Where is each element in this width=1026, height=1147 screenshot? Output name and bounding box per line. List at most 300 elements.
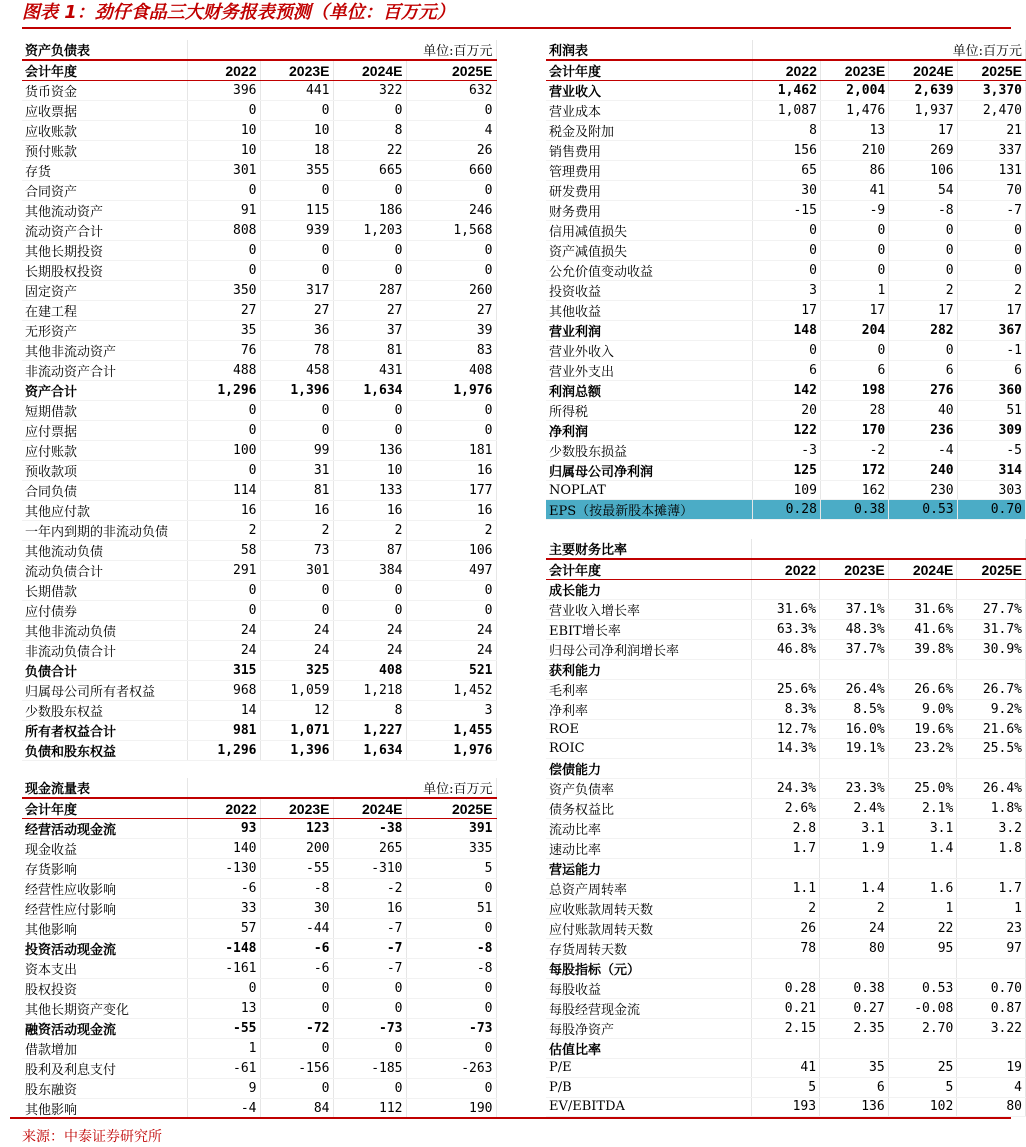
cell-value: 8.5% bbox=[820, 700, 889, 720]
cell-value: 0 bbox=[820, 221, 888, 241]
cell-value: 27 bbox=[187, 301, 260, 321]
cell-value: 8 bbox=[333, 701, 406, 721]
cell-value: 4 bbox=[957, 1078, 1026, 1097]
cell-value: 0 bbox=[260, 261, 333, 281]
cell-value: 10 bbox=[187, 121, 260, 141]
row-label: 资产减值损失 bbox=[546, 241, 752, 261]
table-row bbox=[546, 321, 1026, 341]
cell-value: 0 bbox=[957, 261, 1025, 281]
cell-value: 3.1 bbox=[820, 818, 889, 838]
row-label: 融资活动现金流 bbox=[22, 1019, 187, 1039]
table-row bbox=[546, 81, 1026, 101]
cell-value: 6 bbox=[957, 361, 1025, 381]
table-row bbox=[546, 700, 1026, 720]
row-label: 现金收益 bbox=[22, 839, 187, 859]
cell-value: 488 bbox=[187, 361, 260, 381]
cashflow-header-row bbox=[22, 798, 496, 819]
row-label: 预收款项 bbox=[22, 461, 187, 481]
cell-value: 106 bbox=[889, 161, 957, 181]
table-row bbox=[546, 798, 1026, 818]
cell-value: 2.15 bbox=[751, 1018, 819, 1038]
cell-value: 0 bbox=[260, 181, 333, 201]
cell-value: -7 bbox=[333, 919, 406, 939]
row-label: 存货周转天数 bbox=[546, 938, 751, 958]
cell-value: 301 bbox=[187, 161, 260, 181]
cell-value: 27 bbox=[333, 301, 406, 321]
row-label: 其他流动资产 bbox=[22, 201, 187, 221]
cell-value: 1,227 bbox=[333, 721, 406, 741]
cell-value: 5 bbox=[751, 1078, 819, 1097]
cell-value: 355 bbox=[260, 161, 333, 181]
table-row bbox=[22, 819, 496, 839]
cell-value: 23.2% bbox=[888, 739, 957, 758]
table-row bbox=[546, 421, 1026, 441]
table-row bbox=[546, 500, 1026, 520]
cell-value: 0 bbox=[187, 261, 260, 281]
row-label: 应收账款周转天数 bbox=[546, 898, 751, 918]
cell-value: 81 bbox=[333, 341, 406, 361]
category-row bbox=[546, 1038, 1026, 1058]
category-row bbox=[546, 660, 1026, 680]
cell-value: 0 bbox=[260, 1039, 333, 1059]
cell-value: 162 bbox=[820, 481, 888, 500]
cell-value: 632 bbox=[406, 81, 496, 101]
cell-empty bbox=[888, 660, 957, 680]
cell-value: 39.8% bbox=[888, 640, 957, 660]
cell-value: -7 bbox=[333, 959, 406, 979]
cell-value: -38 bbox=[333, 819, 406, 839]
cell-value: 12.7% bbox=[751, 720, 819, 739]
cell-value: -6 bbox=[260, 939, 333, 959]
cell-value: 246 bbox=[406, 201, 496, 221]
row-label: 营业外收入 bbox=[546, 341, 752, 361]
row-label: 营业成本 bbox=[546, 101, 752, 121]
row-label: 公允价值变动收益 bbox=[546, 261, 752, 281]
row-label: 经营性应收影响 bbox=[22, 879, 187, 899]
table-row bbox=[22, 261, 496, 281]
header-year: 2024E bbox=[333, 798, 406, 819]
cell-value: 2 bbox=[889, 281, 957, 301]
cell-value: 0.28 bbox=[752, 500, 820, 520]
cell-value: 1,059 bbox=[260, 681, 333, 701]
cell-value: 24 bbox=[187, 641, 260, 661]
cell-value: 1.6 bbox=[888, 878, 957, 898]
cell-value: -72 bbox=[260, 1019, 333, 1039]
cell-value: 136 bbox=[333, 441, 406, 461]
cell-value: 95 bbox=[888, 938, 957, 958]
cell-value: 1.4 bbox=[820, 878, 889, 898]
cell-value: 1 bbox=[820, 281, 888, 301]
table-row bbox=[22, 1059, 496, 1079]
cell-value: 303 bbox=[957, 481, 1025, 500]
row-label: 合同负债 bbox=[22, 481, 187, 501]
row-label: 速动比率 bbox=[546, 838, 751, 858]
cell-value: 8 bbox=[333, 121, 406, 141]
cell-value: 0 bbox=[187, 241, 260, 261]
table-row bbox=[22, 701, 496, 721]
cell-value: -1 bbox=[957, 341, 1025, 361]
cell-value: 0 bbox=[187, 421, 260, 441]
cell-value: 287 bbox=[333, 281, 406, 301]
cell-value: 0 bbox=[333, 101, 406, 121]
cell-value: 18 bbox=[260, 141, 333, 161]
cell-empty bbox=[957, 660, 1026, 680]
header-label: 会计年度 bbox=[546, 60, 752, 81]
table-row bbox=[22, 661, 496, 681]
row-label: 归属母公司净利润 bbox=[546, 461, 752, 481]
cell-value: 3,370 bbox=[957, 81, 1025, 101]
cell-value: 30 bbox=[260, 899, 333, 919]
row-label: 其他长期资产变化 bbox=[22, 999, 187, 1019]
cell-value: 148 bbox=[752, 321, 820, 341]
cell-value: 181 bbox=[406, 441, 496, 461]
cell-value: 2 bbox=[751, 898, 819, 918]
row-label: 其他收益 bbox=[546, 301, 752, 321]
table-row bbox=[22, 959, 496, 979]
cell-value: 19.6% bbox=[888, 720, 957, 739]
table-row bbox=[22, 241, 496, 261]
cell-value: 31 bbox=[260, 461, 333, 481]
cell-value: 0 bbox=[889, 261, 957, 281]
row-label: 存货 bbox=[22, 161, 187, 181]
cell-value: 2.70 bbox=[888, 1018, 957, 1038]
cell-value: 142 bbox=[752, 381, 820, 401]
cell-value: 325 bbox=[260, 661, 333, 681]
cell-value: 26.4% bbox=[957, 778, 1026, 798]
table-row bbox=[22, 381, 496, 401]
financial-ratios-panel bbox=[546, 539, 1026, 1117]
cell-value: 22 bbox=[333, 141, 406, 161]
cell-value: 16 bbox=[260, 501, 333, 521]
row-label: 净利率 bbox=[546, 700, 751, 720]
table-row bbox=[546, 121, 1026, 141]
cell-value: 0 bbox=[260, 979, 333, 999]
table-row bbox=[546, 481, 1026, 500]
cell-value: 27.7% bbox=[957, 600, 1026, 620]
cell-value: 0 bbox=[260, 581, 333, 601]
cell-value: 0.53 bbox=[888, 978, 957, 998]
cell-value: 0 bbox=[820, 241, 888, 261]
table-row bbox=[22, 141, 496, 161]
cell-value: 23 bbox=[957, 918, 1026, 938]
table-row bbox=[22, 401, 496, 421]
cell-value: 968 bbox=[187, 681, 260, 701]
cell-value: -3 bbox=[752, 441, 820, 461]
cell-value: 0 bbox=[406, 261, 496, 281]
cell-value: 408 bbox=[406, 361, 496, 381]
cell-value: 1,396 bbox=[260, 741, 333, 761]
cell-value: 177 bbox=[406, 481, 496, 501]
cell-value: 57 bbox=[187, 919, 260, 939]
cell-empty bbox=[957, 1038, 1026, 1058]
table-row bbox=[546, 381, 1026, 401]
cell-empty bbox=[820, 580, 889, 600]
cell-value: 0 bbox=[187, 581, 260, 601]
table-row bbox=[22, 999, 496, 1019]
table-row bbox=[546, 680, 1026, 700]
cell-value: 16.0% bbox=[820, 720, 889, 739]
figure-title: 图表 1：劲仔食品三大财务报表预测（单位：百万元） bbox=[22, 2, 455, 23]
cell-value: 100 bbox=[187, 441, 260, 461]
cell-value: 4 bbox=[406, 121, 496, 141]
row-label: 净利润 bbox=[546, 421, 752, 441]
cell-value: -4 bbox=[889, 441, 957, 461]
cell-value: 0 bbox=[957, 221, 1025, 241]
cell-value: 317 bbox=[260, 281, 333, 301]
cell-value: 10 bbox=[333, 461, 406, 481]
cell-value: 25.0% bbox=[888, 778, 957, 798]
table-row bbox=[546, 739, 1026, 758]
cell-value: 131 bbox=[957, 161, 1025, 181]
row-label: 长期借款 bbox=[22, 581, 187, 601]
row-label: 其他长期投资 bbox=[22, 241, 187, 261]
row-label: 资本支出 bbox=[22, 959, 187, 979]
row-label: 毛利率 bbox=[546, 680, 751, 700]
cell-value: 981 bbox=[187, 721, 260, 741]
cell-value: 0 bbox=[406, 999, 496, 1019]
row-label: 应收账款 bbox=[22, 121, 187, 141]
cell-value: 30.9% bbox=[957, 640, 1026, 660]
table-row bbox=[22, 121, 496, 141]
cell-value: 408 bbox=[333, 661, 406, 681]
cell-value: 25 bbox=[888, 1058, 957, 1077]
cell-value: 5 bbox=[406, 859, 496, 879]
cell-value: 276 bbox=[889, 381, 957, 401]
row-label: 每股指标（元） bbox=[546, 958, 751, 978]
cell-value: 24 bbox=[333, 641, 406, 661]
cell-value: 660 bbox=[406, 161, 496, 181]
cell-value: 0 bbox=[333, 999, 406, 1019]
cell-value: -185 bbox=[333, 1059, 406, 1079]
cell-value: -9 bbox=[820, 201, 888, 221]
row-label: 应付票据 bbox=[22, 421, 187, 441]
row-label: 股权投资 bbox=[22, 979, 187, 999]
table-row bbox=[22, 501, 496, 521]
category-row bbox=[546, 958, 1026, 978]
row-label: 营业利润 bbox=[546, 321, 752, 341]
cell-value: 808 bbox=[187, 221, 260, 241]
ratios-table bbox=[546, 539, 1026, 1117]
table-row bbox=[546, 838, 1026, 858]
row-label: 一年内到期的非流动负债 bbox=[22, 521, 187, 541]
cell-value: 37 bbox=[333, 321, 406, 341]
cell-value: -5 bbox=[957, 441, 1025, 461]
table-row bbox=[546, 201, 1026, 221]
cell-value: 269 bbox=[889, 141, 957, 161]
cell-value: 58 bbox=[187, 541, 260, 561]
header-label: 会计年度 bbox=[22, 60, 187, 81]
row-label: 经营活动现金流 bbox=[22, 819, 187, 839]
cell-empty bbox=[888, 958, 957, 978]
cell-empty bbox=[820, 660, 889, 680]
cell-value: 396 bbox=[187, 81, 260, 101]
cell-value: 1.4 bbox=[888, 838, 957, 858]
cell-empty bbox=[751, 660, 819, 680]
table-row bbox=[546, 818, 1026, 838]
cell-value: 26.6% bbox=[888, 680, 957, 700]
cell-value: 1,476 bbox=[820, 101, 888, 121]
cell-empty bbox=[957, 858, 1026, 878]
table-row bbox=[22, 621, 496, 641]
cell-empty bbox=[751, 758, 819, 778]
cell-value: 1,976 bbox=[406, 381, 496, 401]
cell-value: 23.3% bbox=[820, 778, 889, 798]
cell-value: 16 bbox=[406, 501, 496, 521]
cell-value: 9.0% bbox=[888, 700, 957, 720]
cell-empty bbox=[820, 1038, 889, 1058]
table-row bbox=[22, 681, 496, 701]
cell-value: 17 bbox=[889, 301, 957, 321]
cell-value: -8 bbox=[889, 201, 957, 221]
cell-value: 190 bbox=[406, 1099, 496, 1119]
table-row bbox=[22, 919, 496, 939]
income-statement-panel bbox=[546, 40, 1026, 520]
cell-value: 0.38 bbox=[820, 978, 889, 998]
header-year: 2022 bbox=[751, 559, 819, 580]
cell-value: 9 bbox=[187, 1079, 260, 1099]
table-row bbox=[546, 640, 1026, 660]
cell-value: 1,568 bbox=[406, 221, 496, 241]
table-row bbox=[22, 421, 496, 441]
row-label: 偿债能力 bbox=[546, 758, 751, 778]
table-row bbox=[22, 979, 496, 999]
cell-value: 0 bbox=[406, 879, 496, 899]
cell-value: 0 bbox=[333, 1079, 406, 1099]
cell-value: 360 bbox=[957, 381, 1025, 401]
cell-value: 35 bbox=[820, 1058, 889, 1077]
row-label: 所有者权益合计 bbox=[22, 721, 187, 741]
header-year: 2025E bbox=[406, 60, 496, 81]
cell-value: 37.1% bbox=[820, 600, 889, 620]
row-label: 其他非流动资产 bbox=[22, 341, 187, 361]
cell-value: 140 bbox=[187, 839, 260, 859]
row-label: 应付账款 bbox=[22, 441, 187, 461]
table-row bbox=[22, 161, 496, 181]
cell-value: 24 bbox=[187, 621, 260, 641]
cell-value: 0 bbox=[260, 421, 333, 441]
cell-value: 0 bbox=[187, 601, 260, 621]
row-label: 研发费用 bbox=[546, 181, 752, 201]
cell-value: 99 bbox=[260, 441, 333, 461]
table-row bbox=[546, 461, 1026, 481]
cell-value: 367 bbox=[957, 321, 1025, 341]
cell-empty bbox=[957, 758, 1026, 778]
cashflow-title-row bbox=[22, 778, 496, 798]
cell-value: 186 bbox=[333, 201, 406, 221]
header-year: 2022 bbox=[187, 60, 260, 81]
row-label: ROIC bbox=[546, 739, 751, 758]
cell-value: 87 bbox=[333, 541, 406, 561]
cell-value: 230 bbox=[889, 481, 957, 500]
cell-value: 0 bbox=[752, 261, 820, 281]
cell-value: 3 bbox=[752, 281, 820, 301]
table-row bbox=[22, 321, 496, 341]
cell-value: 172 bbox=[820, 461, 888, 481]
unit-label: 单位:百万元 bbox=[187, 40, 496, 60]
cell-value: 5 bbox=[888, 1078, 957, 1097]
table-row bbox=[22, 939, 496, 959]
cell-value: 2,004 bbox=[820, 81, 888, 101]
section-title: 主要财务比率 bbox=[546, 539, 751, 559]
cell-value: 0 bbox=[187, 181, 260, 201]
table-row bbox=[22, 561, 496, 581]
cell-value: 939 bbox=[260, 221, 333, 241]
cell-value: 0 bbox=[187, 461, 260, 481]
table-row bbox=[546, 1078, 1026, 1097]
cell-value: 39 bbox=[406, 321, 496, 341]
cell-value: 0.53 bbox=[889, 500, 957, 520]
row-label: 成长能力 bbox=[546, 580, 751, 600]
cell-value: 27 bbox=[406, 301, 496, 321]
cell-value: 384 bbox=[333, 561, 406, 581]
cell-value: 0 bbox=[820, 261, 888, 281]
cell-value: -7 bbox=[957, 201, 1025, 221]
cell-value: 83 bbox=[406, 341, 496, 361]
row-label: 流动负债合计 bbox=[22, 561, 187, 581]
cell-value: 1,396 bbox=[260, 381, 333, 401]
cell-value: 19.1% bbox=[820, 739, 889, 758]
cell-value: 0 bbox=[187, 401, 260, 421]
header-year: 2025E bbox=[406, 798, 496, 819]
row-label: 少数股东损益 bbox=[546, 441, 752, 461]
ratios-title-row bbox=[546, 539, 1026, 559]
row-label: 其他影响 bbox=[22, 1099, 187, 1119]
cell-empty bbox=[820, 958, 889, 978]
header-label: 会计年度 bbox=[546, 559, 751, 580]
row-label: 归母公司净利润增长率 bbox=[546, 640, 751, 660]
cell-value: 31.6% bbox=[751, 600, 819, 620]
row-label: 流动比率 bbox=[546, 818, 751, 838]
cell-value: 2 bbox=[333, 521, 406, 541]
cell-value: -8 bbox=[260, 879, 333, 899]
row-label: 利润总额 bbox=[546, 381, 752, 401]
balance-header-row bbox=[22, 60, 496, 81]
cell-value: 24 bbox=[260, 621, 333, 641]
row-label: 应付债券 bbox=[22, 601, 187, 621]
cell-value: 315 bbox=[187, 661, 260, 681]
table-row bbox=[546, 261, 1026, 281]
cell-value: 76 bbox=[187, 341, 260, 361]
row-label: 长期股权投资 bbox=[22, 261, 187, 281]
cell-value: 0 bbox=[889, 341, 957, 361]
cell-value: 1,937 bbox=[889, 101, 957, 121]
table-row bbox=[546, 720, 1026, 739]
cell-value: 0 bbox=[333, 401, 406, 421]
cell-value: -2 bbox=[333, 879, 406, 899]
row-label: 投资收益 bbox=[546, 281, 752, 301]
row-label: 其他非流动负债 bbox=[22, 621, 187, 641]
table-row bbox=[22, 601, 496, 621]
cell-value: -55 bbox=[187, 1019, 260, 1039]
cell-value: 0 bbox=[260, 241, 333, 261]
cell-value: 26 bbox=[751, 918, 819, 938]
cell-empty bbox=[888, 580, 957, 600]
cell-value: 37.7% bbox=[820, 640, 889, 660]
cell-value: 301 bbox=[260, 561, 333, 581]
cell-value: -8 bbox=[406, 959, 496, 979]
table-row bbox=[22, 481, 496, 501]
row-label: 估值比率 bbox=[546, 1038, 751, 1058]
row-label: 应付账款周转天数 bbox=[546, 918, 751, 938]
cell-value: 156 bbox=[752, 141, 820, 161]
cashflow-table bbox=[22, 778, 497, 1119]
row-label: EPS（按最新股本摊薄） bbox=[546, 500, 752, 520]
row-label: 借款增加 bbox=[22, 1039, 187, 1059]
cell-value: 24 bbox=[406, 641, 496, 661]
row-label: 每股收益 bbox=[546, 978, 751, 998]
row-label: EBIT增长率 bbox=[546, 620, 751, 640]
cell-value: 24 bbox=[333, 621, 406, 641]
